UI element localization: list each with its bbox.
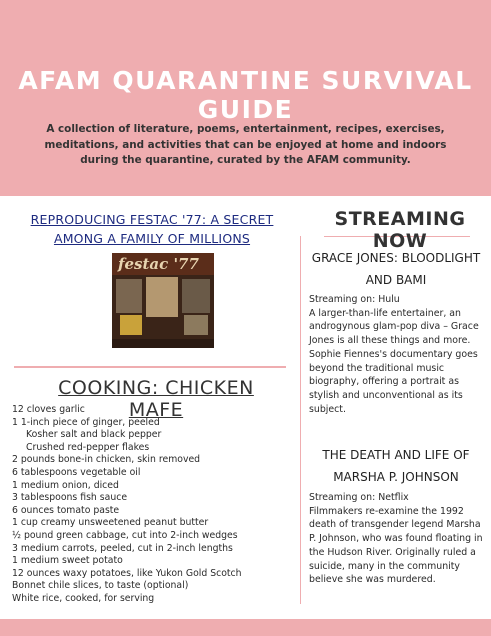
list-item: White rice, cooked, for serving — [12, 592, 155, 604]
show-description-marsha-p-johnson: Streaming on: Netflix Filmmakers re-examine the 1992 death of transgender legend Marsha P. Johnson, who was found floating in the Hudson River. Originally ruled a suicide, many in the community believe she was murdered. — [309, 492, 483, 586]
album-logo: festac '77 — [118, 255, 199, 273]
festac-article-link[interactable]: REPRODUCING FESTAC '77: A SECRET AMONG A FAMILY OF MILLIONS — [30, 212, 274, 246]
show-title-grace-jones: GRACE JONES: BLOODLIGHT AND BAMI — [311, 251, 481, 287]
list-item: ½ pound green cabbage, cut into 2-inch wedges — [12, 529, 238, 541]
column-divider — [300, 236, 301, 604]
page-subtitle: A collection of literature, poems, entertainment, recipes, exercises, meditations, and activities that can be enjoyed at home and indoors during the quarantine, curated by the AFAM community. — [44, 123, 447, 166]
list-item: 6 tablespoons vegetable oil — [12, 466, 141, 478]
list-item: 1 medium onion, diced — [12, 479, 119, 491]
footer-band — [0, 619, 491, 636]
list-item: Kosher salt and black pepper — [26, 429, 162, 441]
list-item: 1 cup creamy unsweetened peanut butter — [12, 517, 209, 529]
list-item: 12 ounces waxy potatoes, like Yukon Gold Scotch — [12, 567, 242, 579]
show-description-grace-jones: Streaming on: Hulu A larger-than-life entertainer, an androgynous glam-pop diva – Grace Jones is all these things and more. Sophie Fiennes's documentary goes beyond the traditional music biography, offering a portrait as stylish and unconventional as its subject. — [309, 294, 479, 415]
cooking-section-title: COOKING: CHICKEN MAFE — [58, 377, 254, 421]
list-item: 3 medium carrots, peeled, cut in 2-inch lengths — [12, 542, 233, 554]
streaming-section-title: STREAMING NOW — [334, 208, 466, 252]
ingredients-list — [12, 404, 292, 606]
section-divider — [14, 366, 286, 368]
list-item: 6 ounces tomato paste — [12, 504, 120, 516]
list-item: 1 1-inch piece of ginger, peeled — [12, 416, 160, 428]
show-title-marsha-p-johnson: THE DEATH AND LIFE OF MARSHA P. JOHNSON — [322, 448, 470, 484]
list-item: 1 medium sweet potato — [12, 555, 123, 567]
list-item: 12 cloves garlic — [12, 404, 85, 415]
list-item: 3 tablespoons fish sauce — [12, 492, 128, 504]
list-item: Crushed red-pepper flakes — [26, 441, 150, 453]
list-item: 2 pounds bone-in chicken, skin removed — [12, 454, 201, 466]
page-title: AFAM QUARANTINE SURVIVAL GUIDE — [18, 66, 473, 124]
header-banner — [0, 0, 491, 196]
list-item: Bonnet chile slices, to taste (optional) — [12, 580, 189, 592]
festac-album-cover-image[interactable] — [112, 253, 214, 348]
